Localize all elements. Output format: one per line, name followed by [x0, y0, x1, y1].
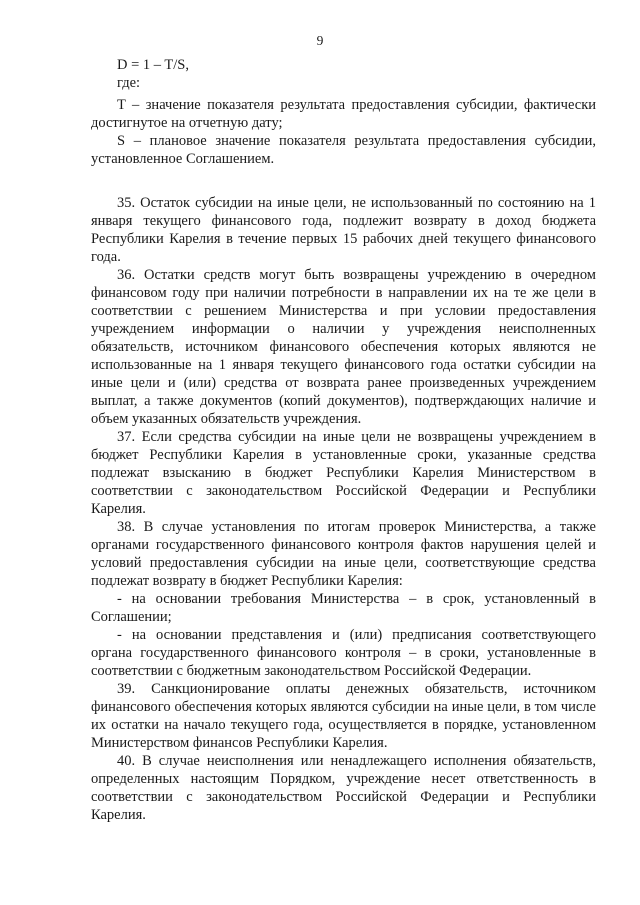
paragraph-39: 39. Санкционирование оплаты денежных обязательств, источником финансового обеспечения которых являются субсидии на иные цели, в том числе их остатки на начало текущего года, осуществляется в порядке, установленном Министерством финансов Республики Карелия. — [91, 681, 596, 751]
paragraph-38-item-1: - на основании требования Министерства – в срок, установленный в Соглашении; — [91, 591, 596, 625]
definition-s: S – плановое значение показателя результата предоставления субсидии, установленное Соглашением. — [91, 133, 596, 167]
paragraph-36: 36. Остатки средств могут быть возвращены учреждению в очередном финансовом году при наличии потребности в направлении их на те же цели в соответствии с решением Министерства и при условии предоставления учреждением информации о наличии у учреждения неисполненных обязательств, источником финансового обеспечения которых являются не использованные на 1 января текущего финансового года остатки субсидии на иные цели и (или) средства от возврата ранее произведенных учреждением выплат, а также документов (копий документов), подтверждающих наличие и объем указанных обязательств учреждения. — [91, 267, 596, 427]
paragraph-40: 40. В случае неисполнения или ненадлежащего исполнения обязательств, определенных настоящим Порядком, учреждение несет ответственность в соответствии с законодательством Российской Федерации и Республики Карелия. — [91, 753, 596, 823]
paragraph-37: 37. Если средства субсидии на иные цели не возвращены учреждением в бюджет Республики Карелия в установленные сроки, указанные средства подлежат взысканию в бюджет Республики Карелия Министерством в соответствии с законодательством Российской Федерации и Республики Карелия. — [91, 429, 596, 517]
where-label: где: — [117, 75, 141, 91]
section-spacer — [91, 168, 596, 194]
document-body — [91, 56, 596, 824]
formula: D = 1 – T/S, — [117, 57, 189, 73]
page-number: 9 — [316, 33, 324, 48]
definition-t: T – значение показателя результата предоставления субсидии, фактически достигнутое на отчетную дату; — [91, 97, 596, 131]
paragraph-35: 35. Остаток субсидии на иные цели, не использованный по состоянию на 1 января текущего финансового года, подлежит возврату в доход бюджета Республики Карелия в течение первых 15 рабочих дней текущего финансового года. — [91, 195, 596, 265]
paragraph-38-item-2: - на основании представления и (или) предписания соответствующего органа государственного финансового контроля – в сроки, установленные в соответствии с бюджетным законодательством Российской Федерации. — [91, 627, 596, 679]
paragraph-38: 38. В случае установления по итогам проверок Министерства, а также органами государственного финансового контроля фактов нарушения целей и условий предоставления субсидии на иные цели, соответствующие средства подлежат возврату в бюджет Республики Карелия: — [91, 519, 596, 589]
